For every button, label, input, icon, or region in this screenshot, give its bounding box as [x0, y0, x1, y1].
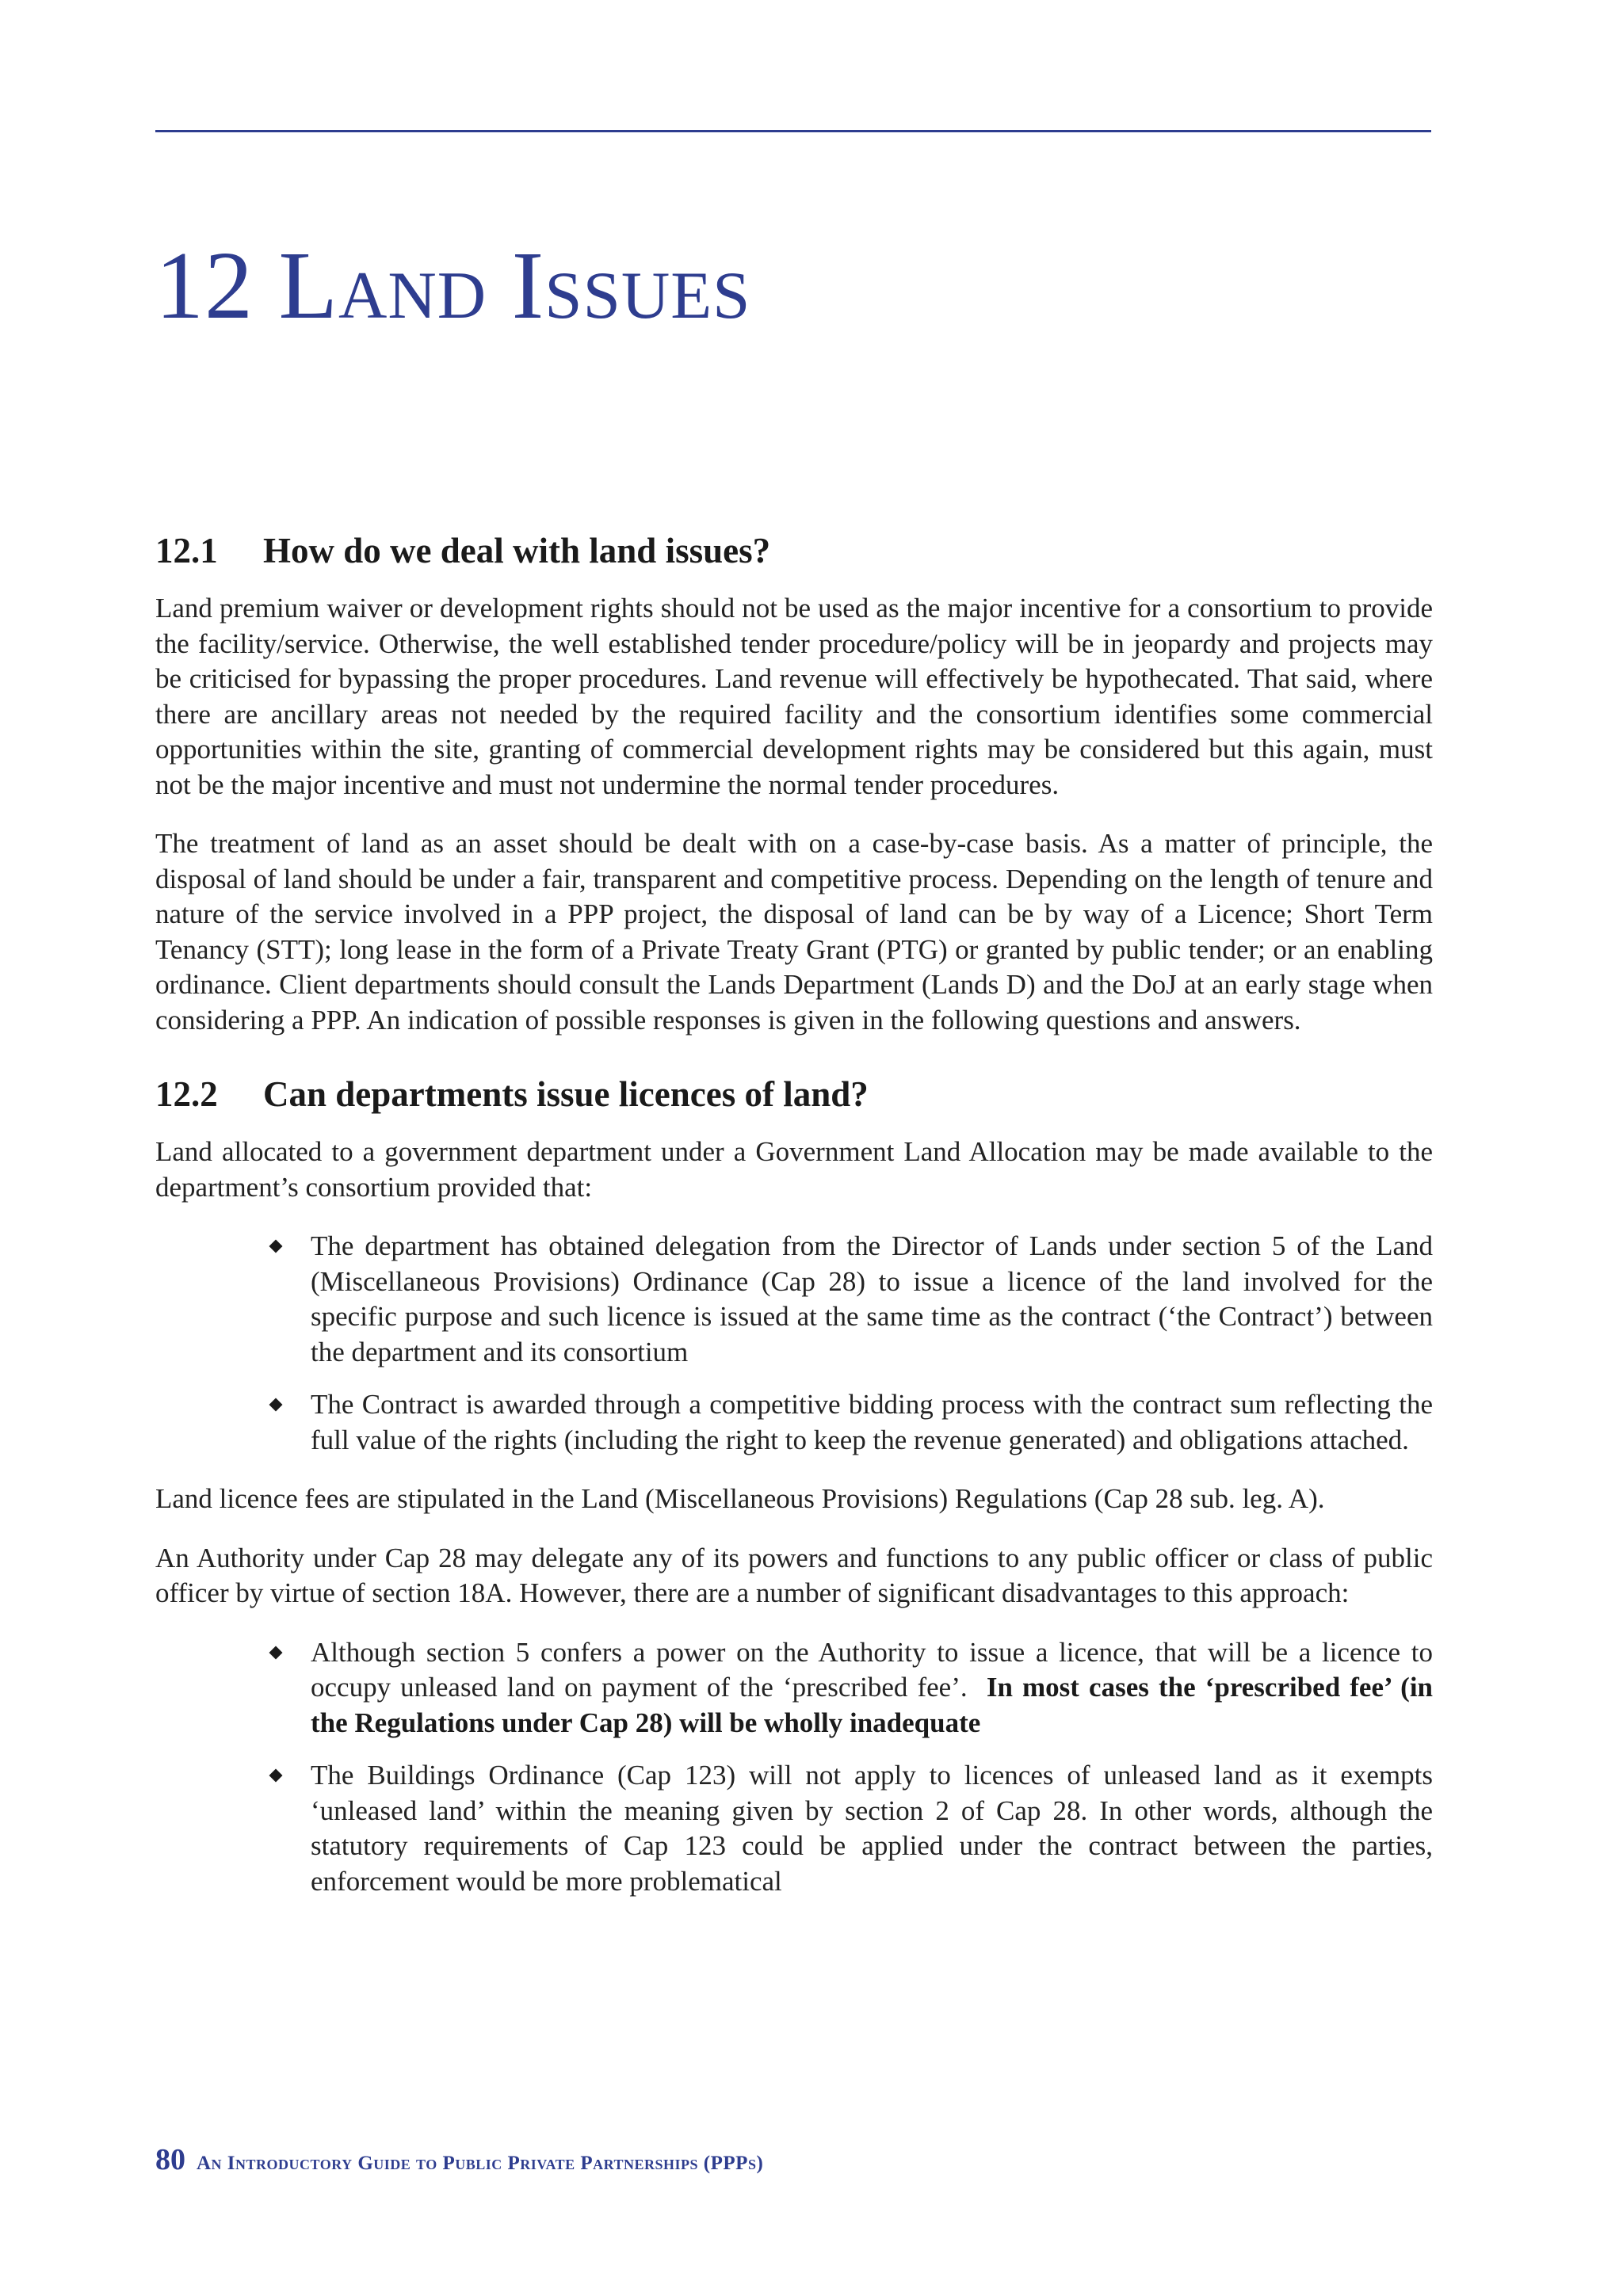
- list-item-text: The Buildings Ordinance (Cap 123) will not apply to licences of unleased land as it exempts ‘unleased land’ within the meaning given by section 2 of Cap 28. In other words, although the statutory requirements of Cap 123 could be applied under the contract between the parties, enforcement would be more problematical: [311, 1760, 1433, 1897]
- diamond-bullet-icon: [269, 1646, 283, 1659]
- section-number: 12.2: [155, 1074, 218, 1114]
- paragraph: Land licence fees are stipulated in the Land (Miscellaneous Provisions) Regulations (Cap 28 sub. leg. A).: [155, 1483, 1325, 1514]
- diamond-bullet-icon: [269, 1769, 283, 1783]
- chapter-title: [155, 232, 751, 339]
- list-item: [311, 1387, 1433, 1458]
- list-item: [311, 1758, 1433, 1899]
- section-title: How do we deal with land issues?: [263, 531, 771, 570]
- bullet-list: [155, 1635, 1433, 1900]
- paragraph: An Authority under Cap 28 may delegate any of its powers and functions to any public officer or class of public officer by virtue of section 18A. However, there are a number of significant disadvantages to this approach:: [155, 1542, 1433, 1608]
- section-heading-12-1: [155, 529, 1433, 572]
- diamond-bullet-icon: [269, 1240, 283, 1253]
- section-number: 12.1: [155, 531, 218, 570]
- section-heading-12-2: [155, 1073, 1433, 1116]
- main-content: [155, 529, 1433, 1923]
- chapter-number: 12: [155, 232, 254, 339]
- list-item-text: The Contract is awarded through a competitive bidding process with the contract sum reflecting the full value of the rights (including the right to keep the revenue generated) and obligations attached.: [311, 1389, 1433, 1455]
- paragraph: Land premium waiver or development rights should not be used as the major incentive for a consortium to provide the facility/service. Otherwise, the well established tender procedure/policy will be in jeopardy and projects may be criticised for bypassing the proper procedures. Land revenue will effectively be hypothecated. That said, where there are ancillary areas not needed by the required facility and the consortium identifies some commercial opportunities within the site, granting of commercial development rights may be considered but this again, must not be the major incentive and must not undermine the normal tender procedures.: [155, 593, 1433, 800]
- page-number: 80: [155, 2143, 185, 2176]
- diamond-bullet-icon: [269, 1398, 283, 1412]
- list-item-text: Although section 5 confers a power on the Authority to issue a licence, that will be a licence to occupy unleased land on payment of the ‘prescribed fee’.: [311, 1636, 1433, 1703]
- chapter-name: Land Issues: [278, 232, 751, 339]
- emphasis-text: In most cases the ‘prescribed fee’ (in the Regulations under Cap 28) will be wholly inadequate: [311, 1672, 1434, 1738]
- paragraph: The treatment of land as an asset should be dealt with on a case-by-case basis. As a matter of principle, the disposal of land should be under a fair, transparent and competitive process. Depending on the length of tenure and nature of the service involved in a PPP project, the disposal of land can be by way of a Licence; Short Term Tenancy (STT); long lease in the form of a Private Treaty Grant (PTG) or granted by public tender; or an enabling ordinance. Client departments should consult the Lands Department (Lands D) and the DoJ at an early stage when considering a PPP. An indication of possible responses is given in the following questions and answers.: [155, 828, 1433, 1035]
- bullet-list: [155, 1229, 1433, 1458]
- paragraph: Land allocated to a government department under a Government Land Allocation may be made available to the department’s consortium provided that:: [155, 1136, 1433, 1203]
- page-footer: [155, 2142, 763, 2177]
- section-title: Can departments issue licences of land?: [263, 1074, 869, 1114]
- list-item: [311, 1229, 1433, 1370]
- list-item: [311, 1635, 1433, 1741]
- list-item-text: The department has obtained delegation from the Director of Lands under section 5 of the Land (Miscellaneous Provisions) Ordinance (Cap 28) to issue a licence of the land involved for the specific purpose and such licence is issued at the same time as the contract (‘the Contract’) between the department and its consortium: [311, 1230, 1433, 1367]
- guide-title: An Introductory Guide to Public Private Partnerships (PPPs): [197, 2153, 764, 2174]
- header-rule: [155, 130, 1431, 132]
